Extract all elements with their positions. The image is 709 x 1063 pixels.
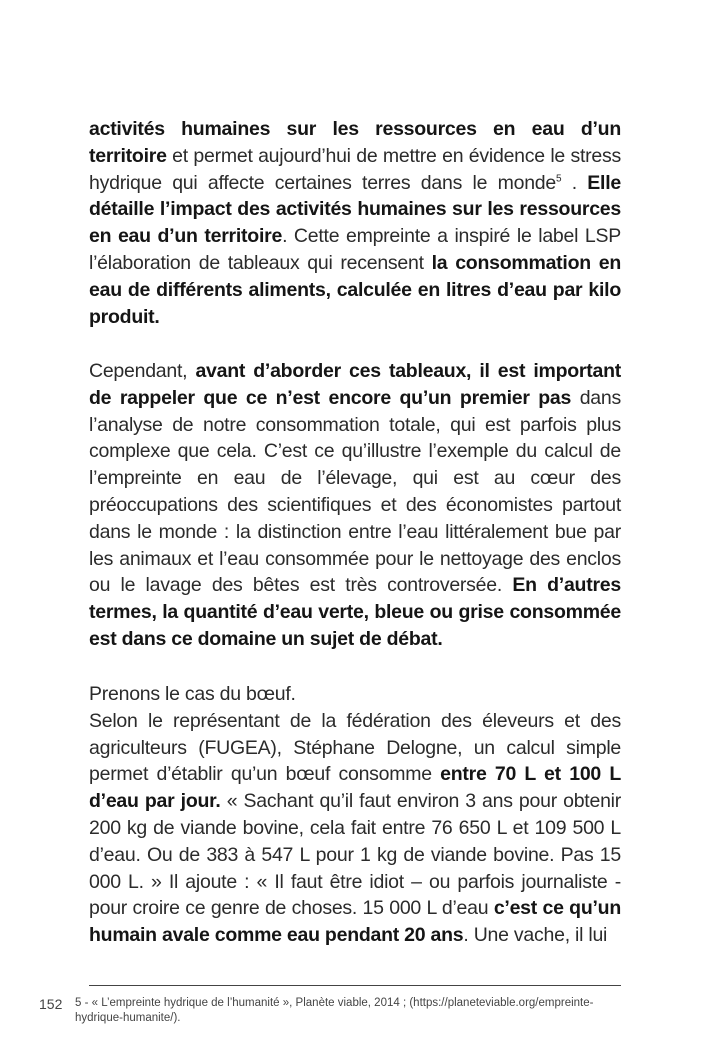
bold-text-run: c’est ce qu’un humain avale comme eau pendant 20 ans	[89, 897, 621, 947]
text-run: . Cette empreinte a inspiré le label LSP l’élaboration de tableaux qui recensent	[89, 225, 621, 274]
bold-text-run: En d’autres termes, la quantité d’eau verte, bleue ou grise consommée est dans ce domaine un sujet de débat.	[89, 574, 621, 650]
text-run: et permet aujourd’hui de mettre en évidence le stress hydrique qui affecte certaines terres dans le monde	[89, 144, 621, 194]
bold-text-run: entre 70 L et 100 L d’eau par jour.	[89, 763, 621, 813]
footnote: 5 - « L’empreinte hydrique de l’humanité », Planète viable, 2014 ; (https://planeteviable.org/empreinte-hydrique-humanite/).	[75, 997, 594, 1024]
footnote-ref: 5	[555, 173, 562, 185]
paragraph-3-intro: Prenons le cas du bœuf.	[89, 683, 296, 705]
paragraph-1	[89, 116, 621, 330]
bold-text-run: activités humaines sur les ressources en eau d’un territoire	[89, 118, 621, 167]
paragraph-water-footprint	[89, 116, 621, 330]
paragraph-beef-case	[89, 681, 621, 949]
bold-text-run: avant d’aborder ces tableaux, il est important de rappeler que ce n’est encore qu’un premier pas	[89, 360, 621, 409]
bold-text-run: Elle détaille l’impact des activités humaines sur les ressources en eau d’un territoire	[89, 171, 621, 248]
text-run: .	[561, 171, 588, 194]
paragraph-2	[89, 358, 621, 653]
page-number: 152	[39, 996, 63, 1012]
text-run: « Sachant qu’il faut environ 3 ans pour obtenir 200 kg de viande bovine, cela fait entre 76 650 L et 109 500 L d’eau. Ou de 383 à 547 L pour 1 kg de viande bovine. Pas 15 000 L. » Il ajoute : « Il faut être idiot – ou parfois journaliste - pour croire ce genre de choses. 15 000 L d’eau	[89, 790, 621, 920]
paragraph-3	[89, 708, 621, 949]
text-run: Cependant,	[89, 360, 196, 382]
text-run: . Une vache, il lui	[463, 924, 608, 947]
paragraph-however	[89, 358, 621, 653]
text-run: Selon le représentant de la fédération des éleveurs et des agriculteurs (FUGEA), Stéphane Delogne, un calcul simple permet d’établir qu’un bœuf consomme	[89, 709, 621, 786]
bold-text-run: la consommation en eau de différents aliments, calculée en litres d’eau par kilo produit.	[89, 251, 621, 328]
text-run: dans l’analyse de notre consommation totale, qui est parfois plus complexe que cela. C’est ce qu’illustre l’exemple du calcul de l’empreinte en eau de l’élevage, qui est au cœur des préoccupations des scientifiques et des économistes partout dans le monde : la distinction entre l’eau littéralement bue par les animaux et l’eau consommée pour le nettoyage des enclos ou le lavage des bêtes est très controversée.	[89, 386, 621, 597]
footnote-divider	[89, 985, 621, 986]
